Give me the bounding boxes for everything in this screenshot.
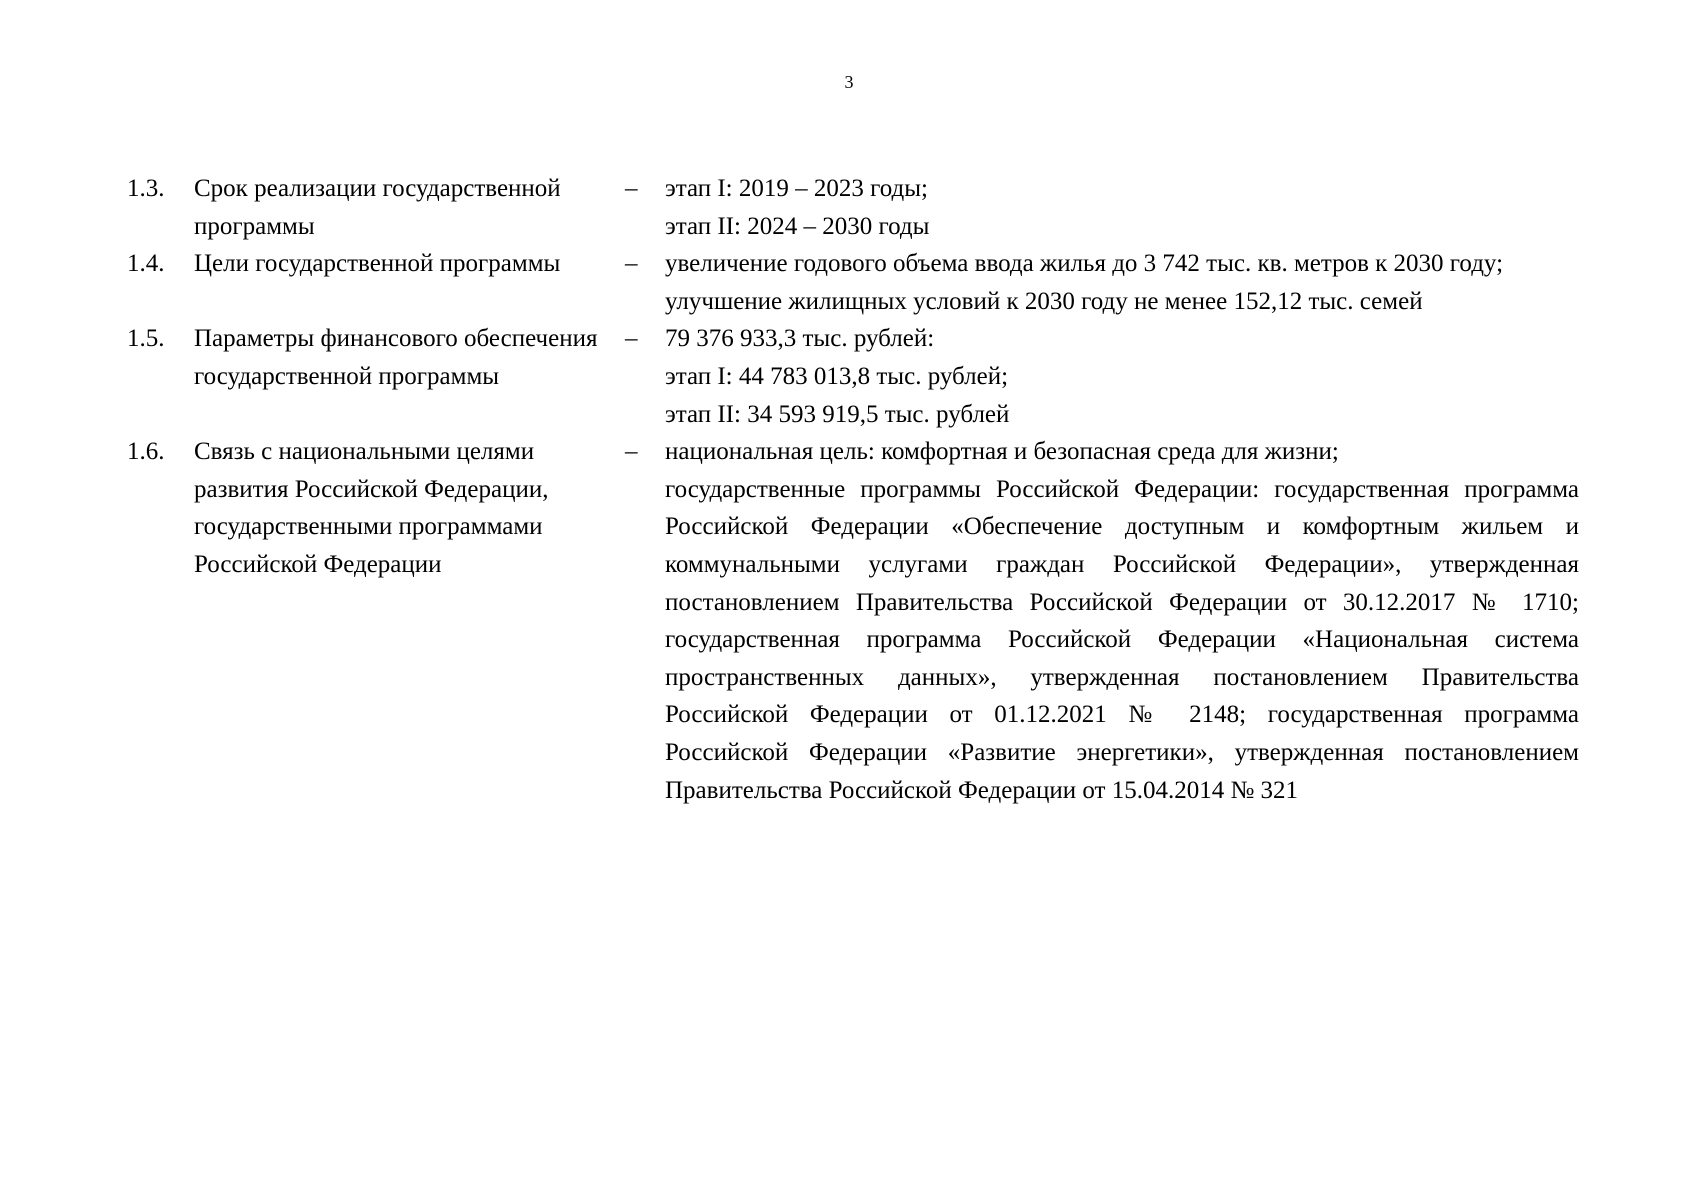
passport-row-implementation-period bbox=[127, 170, 1579, 245]
row-number: 1.5. bbox=[127, 325, 165, 353]
passport-row-national-goals-link bbox=[127, 433, 1579, 809]
value-line: этап I: 44 783 013,8 тыс. рублей; bbox=[665, 362, 1009, 390]
value-line: этап II: 34 593 919,5 тыс. рублей bbox=[665, 400, 1010, 428]
row-number: 1.3. bbox=[127, 175, 165, 202]
row-dash: – bbox=[625, 250, 638, 278]
value-line: государственные программы Российской Федерации: государственная программа Российской Федерации «Обеспечение доступным и комфортным жильем и коммунальными услугами граждан Российской Федерации», утвержденная постановлением Правительства Российской Федерации от 30.12.2017 № 1710; государственная программа Российской Федерации «Национальная система пространственных данных», утвержденная постановлением Правительства Российской Федерации от 01.12.2021 № 2148; государственная программа Российской Федерации «Развитие энергетики», утвержденная постановлением Правительства Российской Федерации от 15.04.2014 № 321 bbox=[665, 475, 1579, 804]
row-value bbox=[665, 433, 1579, 809]
row-value bbox=[665, 320, 1579, 433]
row-dash: – bbox=[625, 175, 638, 202]
passport-row-goals bbox=[127, 245, 1579, 320]
value-line: увеличение годового объема ввода жилья до 3 742 тыс. кв. метров к 2030 году; bbox=[665, 250, 1504, 278]
row-title: Связь с национальными целями развития Российской Федерации, государственными программами Российской Федерации bbox=[194, 438, 549, 578]
row-title: Цели государственной программы bbox=[194, 250, 561, 278]
row-number: 1.4. bbox=[127, 250, 165, 278]
row-dash: – bbox=[625, 438, 638, 466]
page-number: 3 bbox=[844, 72, 854, 92]
row-title: Параметры финансового обеспечения государственной программы bbox=[194, 325, 598, 390]
value-line: улучшение жилищных условий к 2030 году не менее 152,12 тыс. семей bbox=[665, 287, 1423, 315]
program-passport-table bbox=[127, 170, 1579, 809]
row-dash: – bbox=[625, 325, 638, 353]
row-value bbox=[665, 170, 1579, 245]
row-title: Срок реализации государственной программы bbox=[194, 175, 561, 240]
value-line: национальная цель: комфортная и безопасная среда для жизни; bbox=[665, 438, 1339, 466]
value-line: 79 376 933,3 тыс. рублей: bbox=[665, 325, 935, 353]
value-line: этап I: 2019 – 2023 годы; bbox=[665, 175, 929, 202]
passport-row-financing bbox=[127, 320, 1579, 433]
row-value bbox=[665, 245, 1579, 320]
row-number: 1.6. bbox=[127, 438, 165, 466]
value-line: этап II: 2024 – 2030 годы bbox=[665, 212, 930, 240]
